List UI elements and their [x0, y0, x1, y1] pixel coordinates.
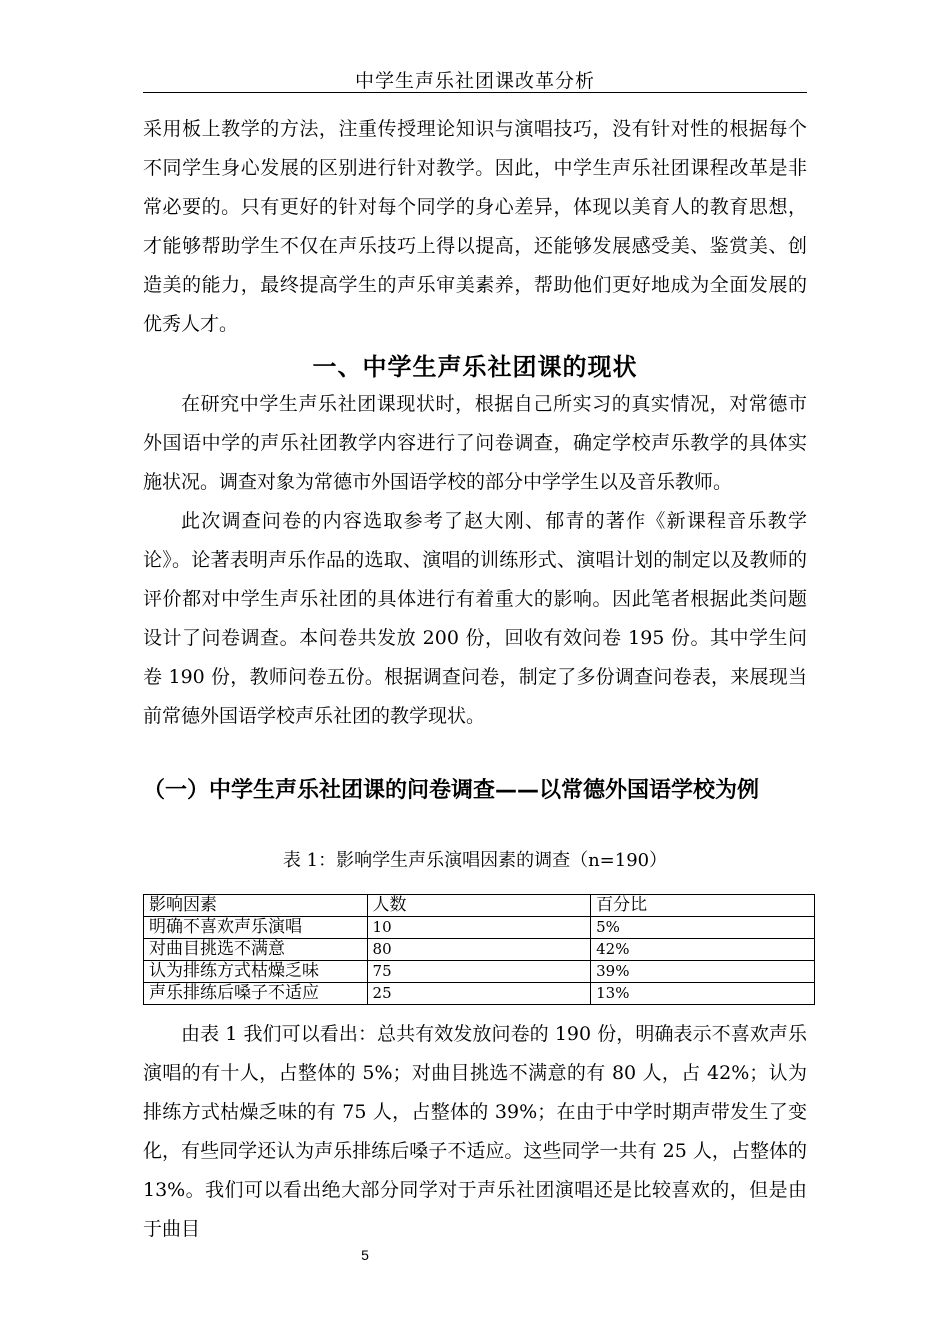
- section-title: 一、中学生声乐社团课的现状: [312, 353, 638, 381]
- table-cell-count: 75: [367, 961, 591, 983]
- table-header-cell: 影响因素: [144, 895, 368, 917]
- table-cell-percent: 42%: [591, 939, 815, 961]
- paragraph-intro: 采用板上教学的方法，注重传授理论知识与演唱技巧，没有针对性的根据每个不同学生身心发展的区别进行针对教学。因此，中学生声乐社团课程改革是非常必要的。只有更好的针对每个同学的身心差异，体现以美育人的教育思想，才能够帮助学生不仅在声乐技巧上得以提高，还能够发展感受美、鉴赏美、创造美的能力，最终提高学生的声乐审美素养，帮助他们更好地成为全面发展的优秀人才。: [143, 118, 807, 335]
- table-header-cell: 人数: [367, 895, 591, 917]
- table-header-cell: 百分比: [591, 895, 815, 917]
- table-cell-count: 25: [367, 983, 591, 1005]
- page-number: 5: [361, 1247, 369, 1263]
- table-cell-factor: 声乐排练后嗓子不适应: [144, 983, 368, 1005]
- table-header-row: [144, 895, 815, 917]
- table-cell-factor: 认为排练方式枯燥乏味: [144, 961, 368, 983]
- table-cell-factor: 对曲目挑选不满意: [144, 939, 368, 961]
- table-row: [144, 983, 815, 1005]
- table-cell-percent: 13%: [591, 983, 815, 1005]
- subsection-title: （一）中学生声乐社团课的问卷调查——以常德外国语学校为例: [143, 778, 760, 803]
- table-cell-percent: 39%: [591, 961, 815, 983]
- table-cell-count: 80: [367, 939, 591, 961]
- table-cell-percent: 5%: [591, 917, 815, 939]
- paragraph-survey-design: 此次调查问卷的内容选取参考了赵大刚、郁青的著作《新课程音乐教学论》。论著表明声乐作品的选取、演唱的训练形式、演唱计划的制定以及教师的评价都对中学生声乐社团的具体进行有着重大的影响。因此笔者根据此类问题设计了问卷调查。本问卷共发放 200 份，回收有效问卷 195 份。其中学生问卷 190 份，教师问卷五份。根据调查问卷，制定了多份调查问卷表，来展现当前常德外国语学校声乐社团的教学现状。: [143, 510, 807, 727]
- table-row: [144, 917, 815, 939]
- table-cell-factor: 明确不喜欢声乐演唱: [144, 917, 368, 939]
- table-cell-count: 10: [367, 917, 591, 939]
- paragraph-research-status: 在研究中学生声乐社团课现状时，根据自己所实习的真实情况，对常德市外国语中学的声乐社团教学内容进行了问卷调查，确定学校声乐教学的具体实施状况。调查对象为常德市外国语学校的部分中学学生以及音乐教师。: [143, 393, 807, 493]
- survey-table: [143, 894, 815, 1005]
- running-header: 中学生声乐社团课改革分析: [354, 70, 595, 92]
- paragraph-table-analysis: 由表 1 我们可以看出：总共有效发放问卷的 190 份，明确表示不喜欢声乐演唱的有十人，占整体的 5%；对曲目挑选不满意的有 80 人，占 42%；认为排练方式枯燥乏味的有 75 人，占整体的 39%；在由于中学时期声带发生了变化，有些同学还认为声乐排练后嗓子不适应。这些同学一共有 25 人，占整体的 13%。我们可以看出绝大部分同学对于声乐社团演唱还是比较喜欢的，但是由于曲目: [143, 1023, 807, 1240]
- table-caption: 表 1：影响学生声乐演唱因素的调查（n=190）: [282, 850, 668, 871]
- table-row: [144, 961, 815, 983]
- table-row: [144, 939, 815, 961]
- header-rule: [143, 92, 807, 93]
